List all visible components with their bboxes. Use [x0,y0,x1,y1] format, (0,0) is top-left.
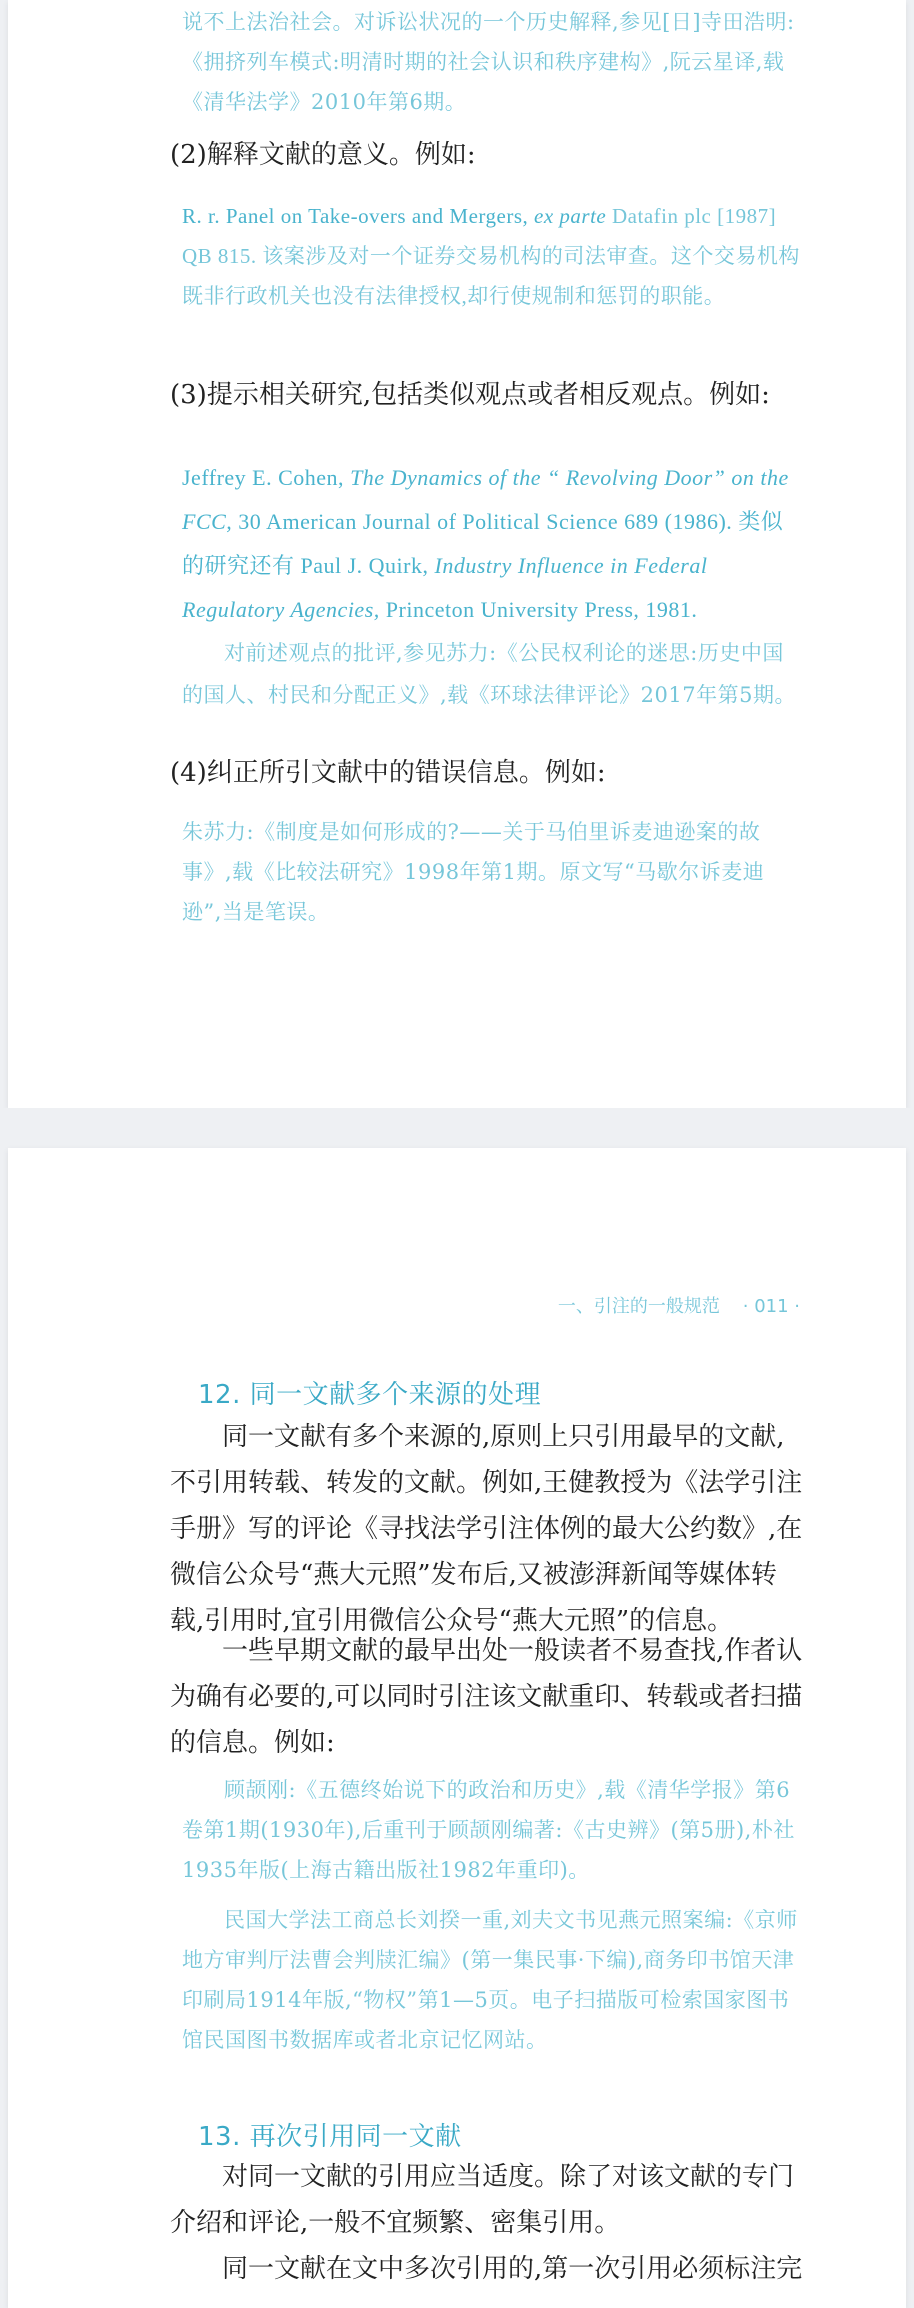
section-12-paragraph-2: 一些早期文献的最早出处一般读者不易查找,作者认为确有必要的,可以同时引注该文献重印、转载或者扫描的信息。例如: [170,1636,803,1758]
citation-note: Datafin plc [1987] QB 815. 该案涉及对一个证券交易机构的司法审查。这个交易机构既非行政机关也没有法律授权,却行使规制和惩罚的职能。 [182,204,800,308]
citation-block-6: 民国大学法工商总长刘揆一重,刘夫文书见燕元照案编:《京师地方审判厅法曹会判牍汇编》(第一集民事·下编),商务印书馆天津印刷局1914年版,“物权”第1—5页。电子扫描版可检索国家图书馆民国图书数据库或者北京记忆网站。 [182,1908,798,2052]
citation-text: 朱苏力:《制度是如何形成的?——关于马伯里诉麦迪逊案的故事》,载《比较法研究》1998年第1期。原文写“马歇尔诉麦迪逊”,当是笔误。 [182,820,765,924]
section-13-paragraph-2: 同一文献在文中多次引用的,第一次引用必须标注完 [222,2254,803,2284]
page-number: · 011 · [742,1296,800,1317]
citation-block-3 [182,456,802,716]
citation-title-2: Industry Influence in Federal Regulatory Agencies, [182,553,708,622]
running-header [440,1292,800,1318]
item-2-label: (2)解释文献的意义。例如: [170,140,476,170]
citation-title: The Dynamics of the “ Revolving Door” on the FCC, [182,465,789,534]
citation-block-5: 顾颉刚:《五德终始说下的政治和历史》,载《清华学报》第6卷第1期(1930年),后重刊于顾颉刚编著:《古史辨》(第5册),朴社1935年版(上海古籍出版社1982年重印)。 [182,1778,795,1882]
citation-author: Jeffrey E. Cohen, [182,465,345,490]
section-13-paragraph-1: 对同一文献的引用应当适度。除了对该文献的专门介绍和评论,一般不宜频繁、密集引用。 [170,2162,795,2238]
citation-block-top [182,2,802,122]
citation-italic: ex parte [534,204,607,228]
item-3-label: (3)提示相关研究,包括类似观点或者相反观点。例如: [170,380,770,410]
page-gap [0,1108,914,1148]
item-4-label: (4)纠正所引文献中的错误信息。例如: [170,758,606,788]
running-head-text: 一、引注的一般规范 [557,1296,720,1317]
citation-block-2 [182,196,802,316]
section-13-title: 13. 再次引用同一文献 [198,2122,462,2152]
citation-block-4 [182,812,802,932]
section-12-title: 12. 同一文献多个来源的处理 [198,1380,542,1410]
citation-publisher: Princeton University Press, 1981. [385,597,698,622]
section-12-paragraph-1: 同一文献有多个来源的,原则上只引用最早的文献,不引用转载、转发的文献。例如,王健教授为《法学引注手册》写的评论《寻找法学引注体例的最大公约数》,在微信公众号“燕大元照”发布后,又被澎湃新闻等媒体转载,引用时,宜引用微信公众号“燕大元照”的信息。 [170,1422,803,1636]
citation-contrary: 对前述观点的批评,参见苏力:《公民权利论的迷思:历史中国的国人、村民和分配正义》,载《环球法律评论》2017年第5期。 [182,641,796,707]
citation-journal: 30 American Journal of Political Science 689 (1986). 类似的研究还有 Paul J. Quirk, [182,509,784,578]
citation-case: R. r. Panel on Take-overs and Mergers, [182,204,529,228]
citation-text: 说不上法治社会。对诉讼状况的一个历史解释,参见[日]寺田浩明:《拥挤列车模式:明清时期的社会认识和秩序建构》,阮云星译,载《清华法学》2010年第6期。 [182,10,795,114]
